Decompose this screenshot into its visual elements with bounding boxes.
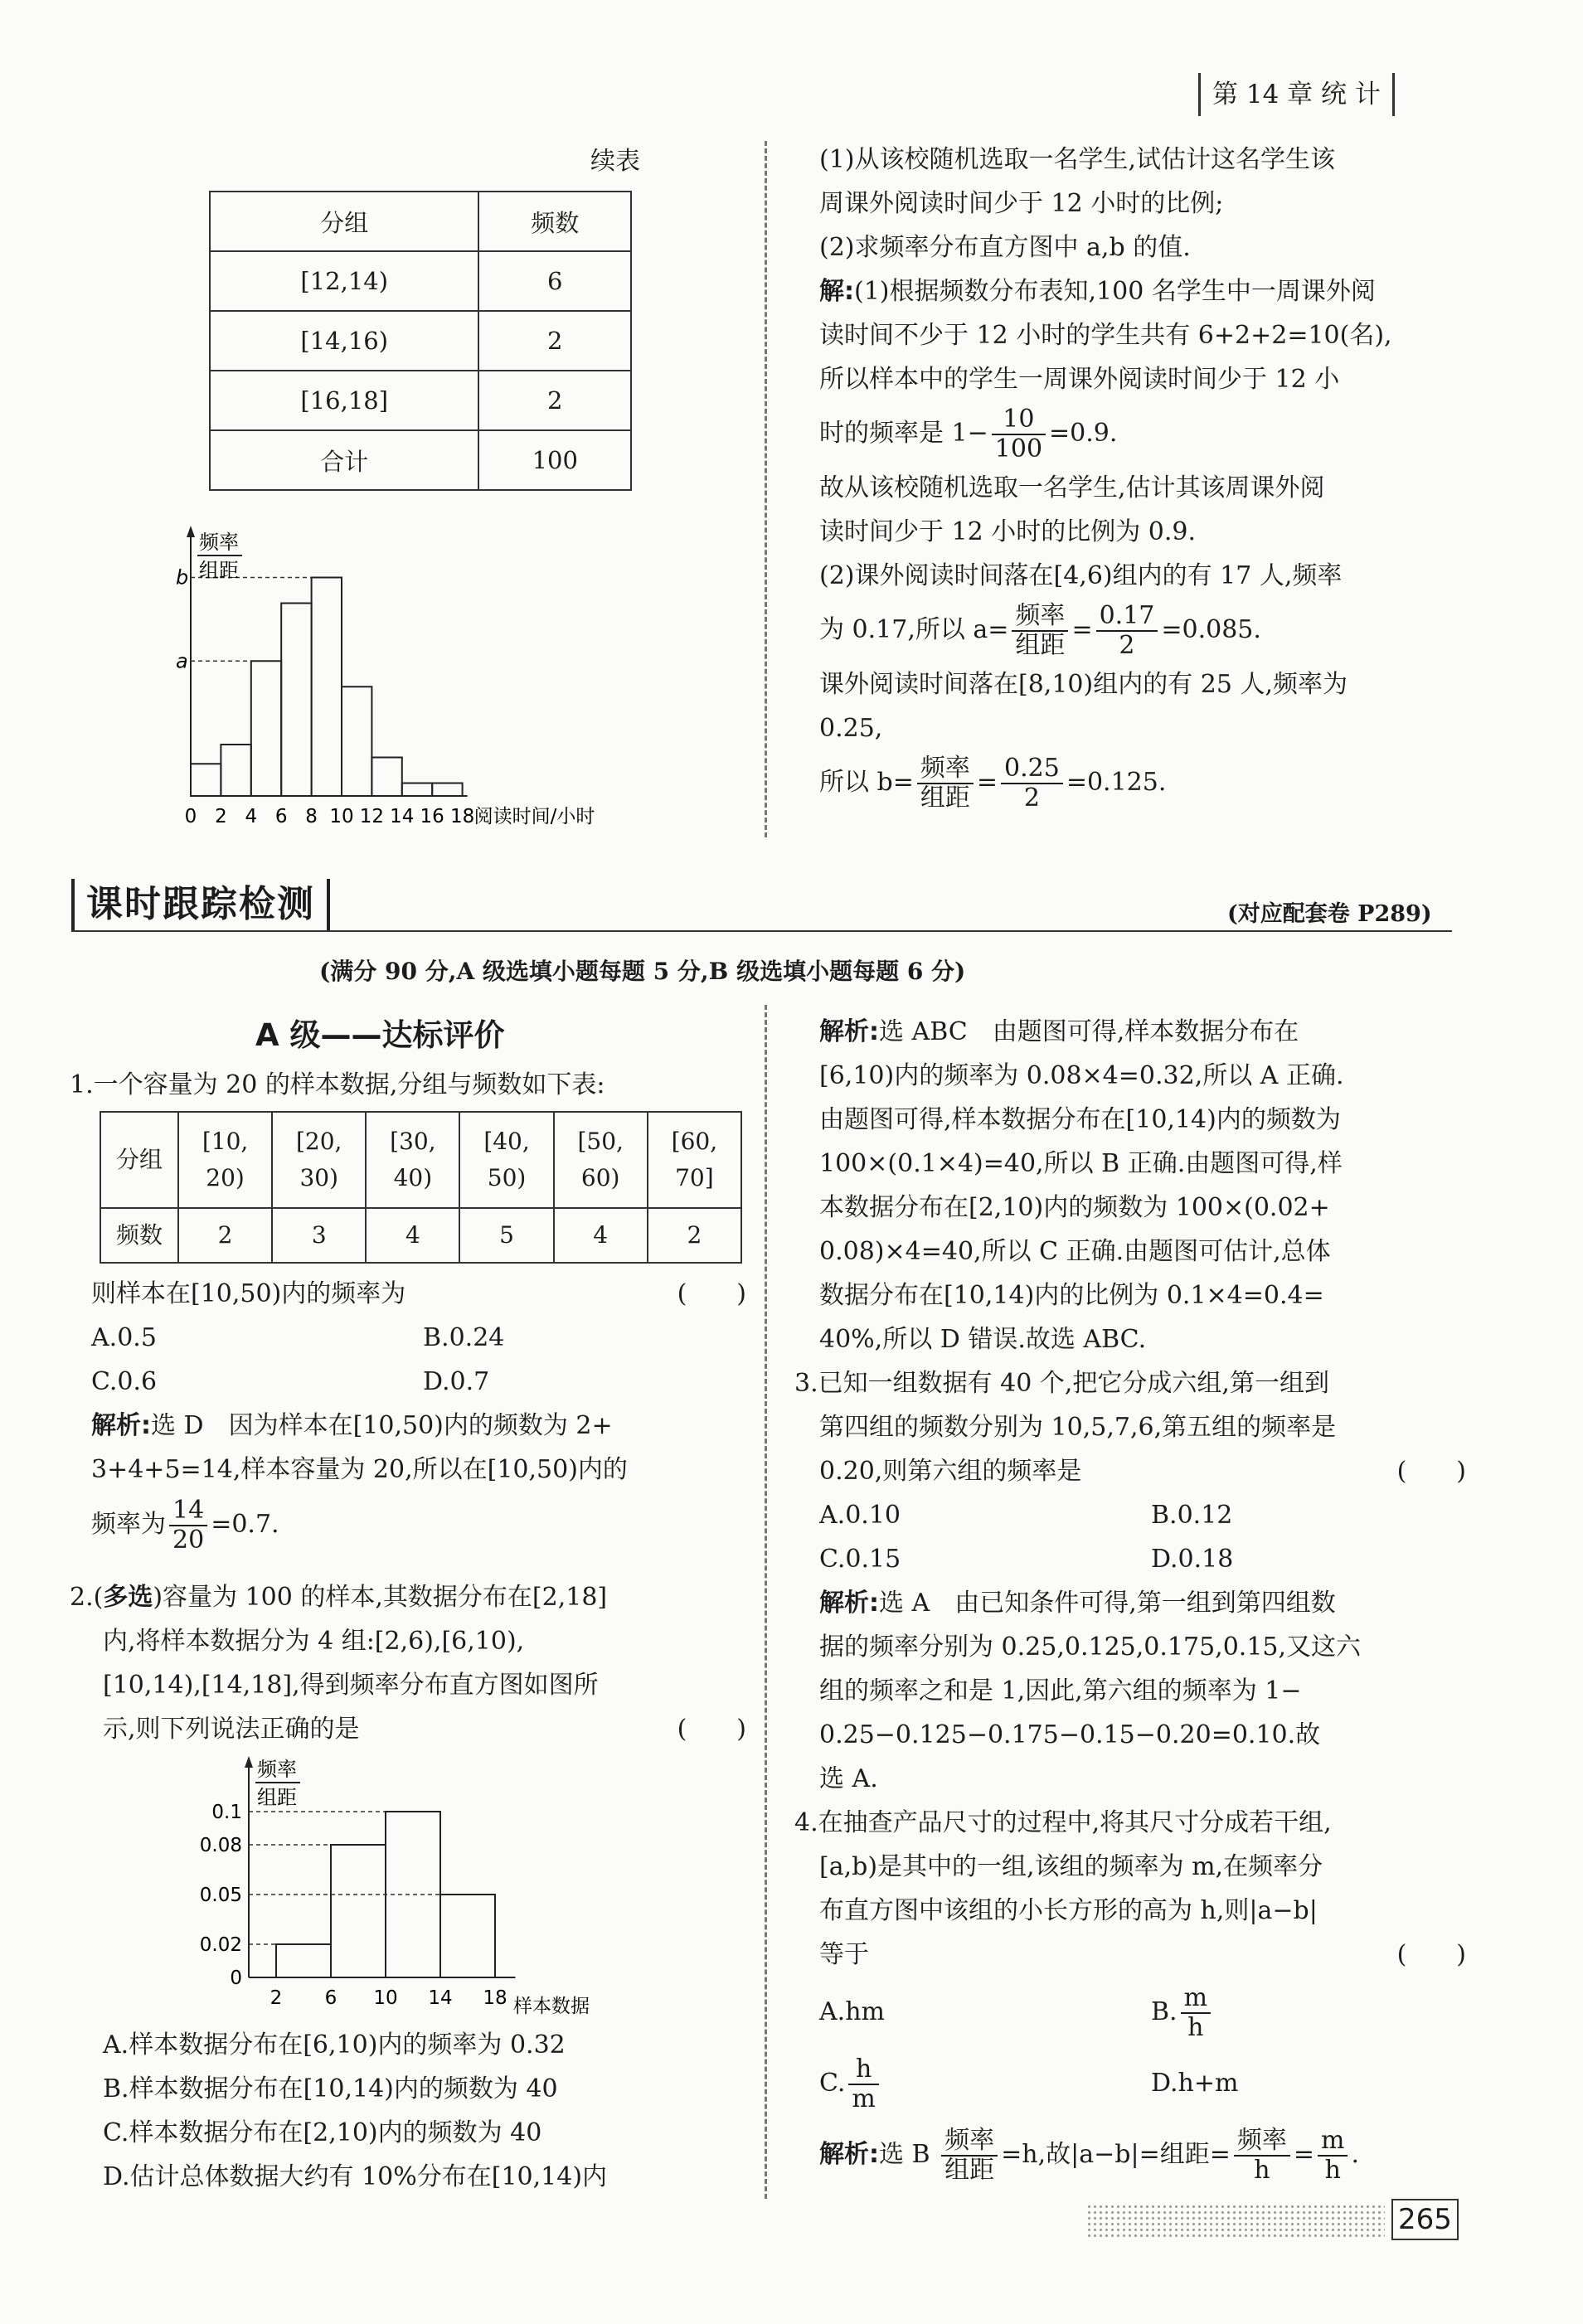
y-tick-label: 0.08 [199, 1835, 242, 1856]
table-header: [10, 20) [178, 1112, 272, 1208]
text-line [91, 1404, 746, 1448]
text-line: 读时间少于 12 小时的比例为 0.9. [819, 517, 1197, 546]
text-line: 3.已知一组数据有 40 个,把它分成六组,第一组到 [794, 1369, 1329, 1398]
denominator: h [1254, 2156, 1270, 2185]
text-line: 40%,所以 D 错误.故选 ABC. [819, 1325, 1147, 1354]
text-line: [6,10)内的频率为 0.08×4=0.32,所以 A 正确. [819, 1061, 1344, 1090]
fraction [1181, 1984, 1211, 2042]
x-tick-label: 18 [483, 1987, 507, 2009]
question-stem: 1.一个容量为 20 的样本数据,分组与频数如下表: [70, 1070, 605, 1099]
denominator: 20 [172, 1526, 205, 1555]
q1-table [100, 1111, 742, 1264]
numerator: m [1318, 2127, 1347, 2157]
numerator: 频率 [941, 2127, 998, 2157]
text-line: 故从该校随机选取一名学生,估计其该周课外阅 [819, 473, 1325, 502]
text-line: [a,b)是其中的一组,该组的频率为 m,在频率分 [819, 1852, 1323, 1881]
solution-label: 解析: [819, 2140, 879, 2169]
table-cell: 2 [648, 1208, 741, 1263]
histogram-bar [276, 1944, 331, 1977]
option-d[interactable]: D.h+m [1151, 2069, 1239, 2098]
option-a[interactable]: A.0.10 [819, 1501, 901, 1530]
x-tick-label: 14 [428, 1987, 453, 2009]
text-span: = [1071, 615, 1093, 644]
x-tick-label: 14 [390, 806, 415, 827]
x-tick-label: 6 [324, 1987, 337, 2009]
text-line: 布直方图中该组的小长方形的高为 h,则|a−b| [819, 1896, 1318, 1925]
table-cell: 频数 [100, 1208, 178, 1263]
numerator: h [848, 2055, 878, 2085]
text-line [819, 1581, 1466, 1625]
option-d[interactable]: D.0.18 [1151, 1545, 1234, 1574]
text-line: (2)求频率分布直方图中 a,b 的值. [819, 233, 1191, 262]
column-divider [765, 1005, 767, 2199]
text-line [819, 2119, 1466, 2191]
histogram-bar [402, 784, 432, 797]
header-bar [1198, 73, 1395, 116]
x-tick-label: 8 [305, 806, 318, 827]
text-line: 选 A. [819, 1764, 878, 1793]
option-c[interactable]: C.0.6 [91, 1367, 158, 1396]
text-line: 第四组的频数分别为 10,5,7,6,第五组的频率是 [819, 1413, 1337, 1442]
options-row [819, 2048, 1466, 2119]
y-axis-arrow [245, 1756, 253, 1768]
y-level-label: a [176, 649, 188, 673]
fraction [992, 405, 1046, 463]
text-line: 据的频率分别为 0.25,0.125,0.175,0.15,又这六 [819, 1633, 1362, 1662]
numerator: 频率 [1234, 2127, 1290, 2157]
text-line [819, 401, 1392, 466]
option-c[interactable] [819, 2048, 1151, 2119]
table-header: [40, 50) [459, 1112, 553, 1208]
text-span: = [1293, 2140, 1314, 2169]
text-span: 等于 [819, 1940, 869, 1969]
text-span: 所以 b= [819, 768, 914, 797]
x-tick-label: 6 [274, 806, 288, 827]
text-line: 0.25, [819, 714, 883, 743]
denominator: 2 [1023, 784, 1040, 813]
right-bottom-text [794, 1010, 1466, 2191]
text-line: 读时间不少于 12 小时的学生共有 6+2+2=10(名), [819, 321, 1392, 350]
option-d[interactable]: D.0.7 [423, 1367, 490, 1396]
denominator: m [852, 2084, 876, 2113]
table-cell: 6 [478, 251, 631, 311]
denominator: h [1187, 2013, 1204, 2042]
question-2 [70, 1575, 746, 1751]
table-cell: 100 [478, 430, 631, 490]
options-row [819, 1537, 1466, 1581]
table-cell: 5 [459, 1208, 553, 1263]
text-span: 选 B [879, 2140, 930, 2169]
q2-options [103, 2023, 607, 2199]
text-line: 所以样本中的学生一周课外阅读时间少于 12 小 [819, 365, 1340, 394]
text-line [91, 1492, 746, 1558]
x-tick-label: 16 [420, 806, 444, 827]
denominator: 组距 [1015, 631, 1066, 660]
text-line [70, 1575, 746, 1619]
text-span: =0.7. [211, 1510, 279, 1539]
section-reference: (对应配套卷 P289) [1227, 901, 1432, 927]
text-line: 由题图可得,样本数据分布在[10,14)内的频数为 [819, 1105, 1341, 1134]
histogram-bar [331, 1845, 386, 1977]
question-1 [70, 1063, 605, 1107]
solution-label: 解析: [91, 1411, 151, 1440]
denominator: h [1324, 2156, 1341, 2185]
denominator: 2 [1119, 631, 1135, 660]
option-a[interactable]: A.样本数据分布在[6,10)内的频率为 0.32 [103, 2030, 566, 2060]
section-header [71, 879, 330, 930]
question-ask: 则样本在[10,50)内的频率为 [91, 1279, 406, 1308]
text-line: 0.25−0.125−0.175−0.15−0.20=0.10.故 [819, 1720, 1321, 1749]
text-span: 0.20,则第六组的频率是 [819, 1457, 1082, 1486]
numerator: 10 [992, 405, 1046, 435]
table-cell: 4 [366, 1208, 459, 1263]
histogram-bar [312, 578, 342, 797]
text-span: =0.085. [1161, 615, 1261, 644]
option-b[interactable]: B.样本数据分布在[10,14)内的频数为 40 [103, 2074, 558, 2103]
q1-body [91, 1272, 746, 1558]
text-line: 100×(0.1×4)=40,所以 B 正确.由题图可得,样 [819, 1149, 1343, 1178]
fraction [1012, 602, 1068, 660]
level-title: A 级——达标评价 [255, 1017, 505, 1053]
table-header: [20, 30) [272, 1112, 366, 1208]
text-line: (1)从该校随机选取一名学生,试估计这名学生该 [819, 145, 1336, 174]
x-tick-label: 0 [184, 806, 197, 827]
y-tick-label: 0 [230, 1967, 242, 1989]
table-cell: 4 [554, 1208, 648, 1263]
text-span: =0.9. [1049, 419, 1118, 448]
table-cell: [12,14) [210, 251, 478, 311]
text-line: 3+4+5=14,样本容量为 20,所以在[10,50)内的 [91, 1455, 628, 1484]
frequency-table [209, 191, 632, 491]
y-level-label: b [176, 565, 189, 589]
table-cell: 2 [178, 1208, 272, 1263]
numerator: m [1181, 1984, 1211, 2014]
histogram-bar [191, 764, 221, 796]
text-span: )容量为 100 的样本,其数据分布在[2,18] [153, 1583, 608, 1612]
text-line: [10,14),[14,18],得到频率分布直方图如图所 [103, 1671, 599, 1700]
fraction [941, 2127, 998, 2185]
text-line [819, 598, 1392, 662]
x-tick-label: 10 [373, 1987, 398, 2009]
option-b[interactable]: B.0.24 [423, 1323, 505, 1352]
denominator: 组距 [920, 784, 970, 813]
fraction [169, 1497, 207, 1555]
x-tick-label: 18 [449, 806, 475, 827]
text-line: 周课外阅读时间少于 12 小时的比例; [819, 189, 1224, 218]
answer-paren: ( ) [1396, 1940, 1466, 1969]
x-tick-label: 2 [269, 1987, 283, 2009]
y-axis-arrow [187, 526, 195, 537]
option-b[interactable]: B.0.12 [1151, 1501, 1233, 1530]
text-span: (1)根据频数分布表知,100 名学生中一周课外阅 [854, 277, 1376, 306]
table-cell: 2 [478, 371, 631, 430]
right-top-text [819, 138, 1392, 815]
x-tick-label: 10 [329, 806, 354, 827]
table-header: 分组 [100, 1112, 178, 1208]
text-line: 本数据分布在[2,10)内的频数为 100×(0.02+ [819, 1193, 1330, 1222]
text-line [819, 1010, 1466, 1054]
histogram-bar [432, 784, 462, 797]
section-title: 课时跟踪检测 [86, 883, 315, 925]
histogram-bar [281, 604, 311, 797]
text-span: . [1351, 2140, 1359, 2169]
answer-paren: ( ) [1396, 1457, 1466, 1486]
text-span: 为 0.17,所以 a= [819, 615, 1009, 644]
text-line [70, 1707, 746, 1751]
y-axis-label-top: 频率 [257, 1758, 297, 1781]
numerator: 0.25 [1001, 754, 1063, 784]
text-line: 内,将样本数据分为 4 组:[2,6),[6,10), [103, 1627, 525, 1656]
x-axis-label: 样本数据 [513, 1996, 590, 2017]
text-span: = [976, 768, 998, 797]
options-row [819, 1493, 1466, 1537]
denominator: 组距 [944, 2156, 995, 2185]
option-a[interactable]: A.hm [819, 1997, 885, 2026]
solution-label: 解析: [819, 1589, 879, 1618]
fraction [1001, 754, 1063, 813]
score-note: (满分 90 分,A 级选填小题每题 5 分,B 级选填小题每题 6 分) [319, 958, 966, 985]
chapter-title: 第 14 章 统 计 [1212, 80, 1381, 109]
histogram-bar [251, 661, 281, 796]
table-header: [30, 40) [366, 1112, 459, 1208]
solution-label: 解: [819, 277, 854, 306]
y-tick-label: 0.02 [199, 1934, 242, 1956]
numerator: 频率 [1012, 602, 1068, 632]
text-span: 选 A 由已知条件可得,第一组到第四组数 [879, 1589, 1336, 1618]
x-axis-label: 阅读时间/小时 [473, 806, 595, 827]
text-line: 4.在抽查产品尺寸的过程中,将其尺寸分成若干组, [794, 1808, 1332, 1837]
reading-time-histogram [158, 514, 688, 837]
multi-select-tag: 多选 [103, 1583, 153, 1612]
text-span: 频率为 [91, 1510, 166, 1539]
option-a[interactable]: A.0.5 [91, 1323, 157, 1352]
y-axis-label-bottom: 组距 [257, 1786, 297, 1809]
options-row [91, 1316, 746, 1360]
option-c[interactable]: C.0.15 [819, 1545, 901, 1574]
text-line [819, 1933, 1466, 1977]
table-header: 分组 [210, 192, 478, 251]
table-cell: [16,18] [210, 371, 478, 430]
answer-paren: ( ) [677, 1279, 746, 1308]
table-cell: 合计 [210, 430, 478, 490]
numerator: 14 [169, 1497, 207, 1526]
text-span: =0.125. [1066, 768, 1167, 797]
text-line [91, 1272, 746, 1316]
denominator: 100 [994, 434, 1043, 463]
text-line [819, 750, 1392, 815]
text-line: 组的频率之和是 1,因此,第六组的频率为 1− [819, 1676, 1302, 1705]
text-span: 选 ABC 由题图可得,样本数据分布在 [879, 1017, 1299, 1046]
histogram-bar [440, 1895, 495, 1977]
options-row [91, 1360, 746, 1404]
fraction [848, 2055, 878, 2113]
table-cell: 3 [272, 1208, 366, 1263]
histogram-bar [221, 745, 250, 796]
text-line: 课外阅读时间落在[8,10)组内的有 25 人,频率为 [819, 670, 1347, 699]
page-number: 265 [1391, 2199, 1459, 2240]
fraction [1318, 2127, 1347, 2185]
histogram-bar [371, 758, 401, 797]
option-c[interactable]: C.样本数据分布在[2,10)内的频数为 40 [103, 2118, 542, 2147]
fraction [1234, 2127, 1290, 2185]
y-axis-label-top: 频率 [199, 531, 239, 554]
text-span: =h,故|a−b|=组距= [1001, 2140, 1231, 2169]
fraction [1096, 602, 1158, 660]
table-cell: 2 [478, 311, 631, 371]
table-header: 频数 [478, 192, 631, 251]
text-line [819, 269, 1392, 313]
solution-label: 解析: [819, 1017, 879, 1046]
text-line: (2)课外阅读时间落在[4,6)组内的有 17 人,频率 [819, 561, 1343, 590]
section-rule [71, 930, 1452, 932]
footer-dots [1086, 2204, 1385, 2237]
text-line [819, 1449, 1466, 1493]
x-tick-label: 2 [215, 806, 227, 827]
option-letter: C. [819, 2069, 846, 2098]
text-span: 示,则下列说法正确的是 [103, 1715, 360, 1744]
text-span: 选 D 因为样本在[10,50)内的频数为 2+ [151, 1411, 613, 1440]
numerator: 频率 [917, 754, 974, 784]
sample-data-histogram [191, 1749, 688, 2031]
y-axis-label-bottom: 组距 [199, 559, 239, 582]
option-d[interactable]: D.估计总体数据大约有 10%分布在[10,14)内 [103, 2162, 608, 2191]
y-tick-label: 0.05 [199, 1885, 242, 1906]
column-divider [765, 141, 767, 837]
x-tick-label: 4 [245, 806, 258, 827]
text-span: 时的频率是 1− [819, 419, 988, 448]
text-span: 2.( [70, 1583, 104, 1612]
answer-paren: ( ) [677, 1715, 746, 1744]
y-tick-label: 0.1 [211, 1802, 242, 1823]
histogram-bar [342, 687, 371, 796]
option-b[interactable] [1151, 1983, 1214, 2042]
text-line: 0.08)×4=40,所以 C 正确.由题图可估计,总体 [819, 1237, 1331, 1266]
table-header: [60, 70] [648, 1112, 741, 1208]
options-row [819, 1977, 1466, 2048]
x-tick-label: 12 [359, 806, 385, 827]
numerator: 0.17 [1096, 602, 1158, 632]
option-letter: B. [1151, 1997, 1178, 2026]
table-cell: [14,16) [210, 311, 478, 371]
text-line: 数据分布在[10,14)内的比例为 0.1×4=0.4= [819, 1281, 1324, 1310]
table-caption: 续表 [590, 147, 640, 176]
fraction [917, 754, 974, 813]
table-header: [50, 60) [554, 1112, 648, 1208]
